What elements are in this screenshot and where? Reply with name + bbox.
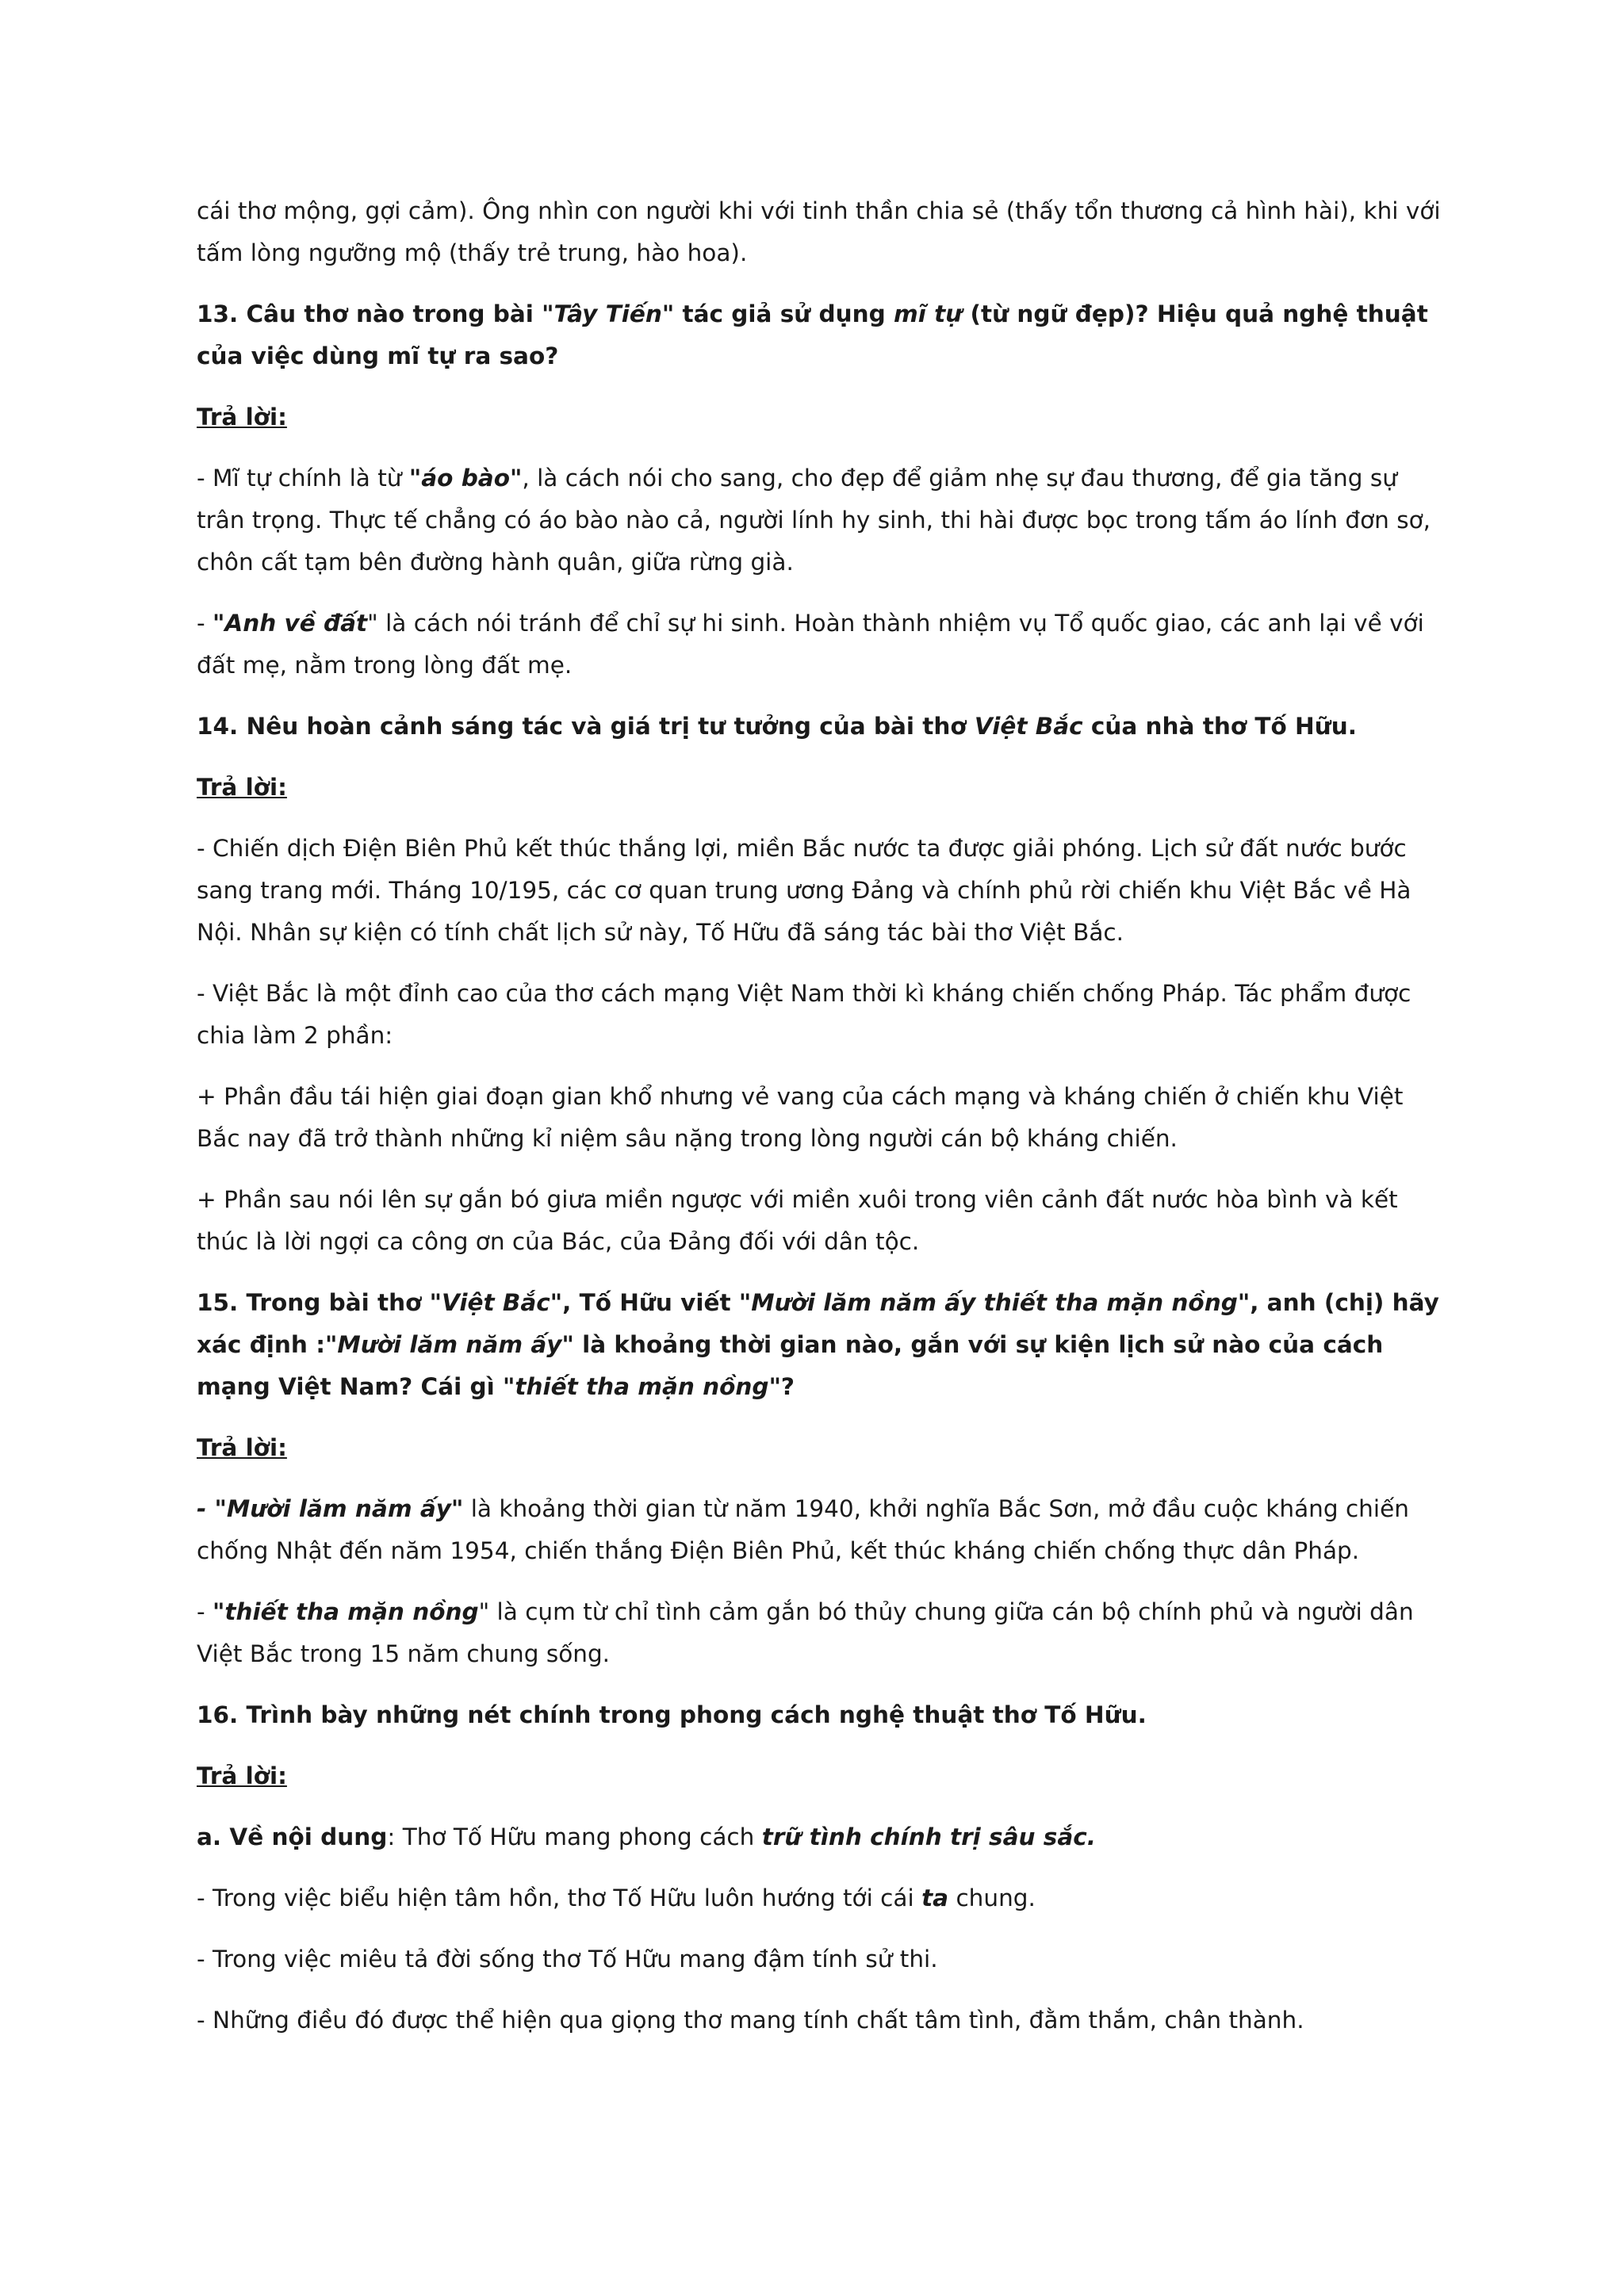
answer-13-p2-text-1: - [197, 610, 213, 637]
answer-label-13 [197, 396, 1450, 438]
answer-16-paragraph-1 [197, 1877, 1450, 1919]
question-15-text-2: ", Tố Hữu viết " [550, 1289, 752, 1316]
answer-16-heading [197, 1816, 1450, 1858]
question-13-text-3: (từ ngữ đẹp)? Hiệu quả nghệ thuật của việc dùng mĩ tự ra sao? [197, 300, 1428, 369]
answer-15-p2-text-1: - [197, 1598, 213, 1625]
answer-16-p1-emphasis: ta [921, 1885, 949, 1911]
question-13-text-2: tác giả sử dụng [674, 300, 894, 327]
question-14-text-1: 14. Nêu hoàn cảnh sáng tác và giá trị tư tưởng của bài thơ [197, 713, 975, 740]
question-15-phrase-1: Mười lăm năm ấy [337, 1331, 562, 1358]
answer-15-p1-text: là khoảng thời gian từ năm 1940, khởi nghĩa Bắc Sơn, mở đầu cuộc kháng chiến chống Nhật đến năm 1954, chiến thắng Điện Biên Phủ, kết thúc kháng chiến chống thực dân Pháp. [197, 1495, 1409, 1564]
answer-15-paragraph-1 [197, 1488, 1450, 1572]
answer-14-paragraph-4: + Phần sau nói lên sự gắn bó giưa miền ngược với miền xuôi trong viên cảnh đất nước hòa bình và kết thúc là lời ngợi ca công ơn của Bác, của Đảng đối với dân tộc. [197, 1186, 1398, 1255]
answer-13-p1-text-1: - Mĩ tự chính là từ [197, 465, 409, 492]
answer-13-paragraph-2 [197, 603, 1450, 687]
answer-16-p1-text-2: chung. [948, 1885, 1036, 1911]
question-15-phrase-2: thiết tha mặn nồng [515, 1373, 769, 1400]
question-13-text-1: 13. Câu thơ nào trong bài [197, 300, 542, 327]
question-16: 16. Trình bày những nét chính trong phong cách nghệ thuật thơ Tố Hữu. [197, 1701, 1147, 1728]
question-15-quote: Mười lăm năm ấy thiết tha mặn nồng" [751, 1289, 1251, 1316]
answer-15-p1-emphasis: - "Mười lăm năm ấy" [197, 1495, 464, 1522]
answer-14-paragraph-3: + Phần đầu tái hiện giai đoạn gian khổ nhưng vẻ vang của cách mạng và kháng chiến ở chiến khu Việt Bắc nay đã trở thành những kỉ niệm sâu nặng trong lòng người cán bộ kháng chiến. [197, 1083, 1404, 1152]
answer-16-paragraph-2: - Trong việc miêu tả đời sống thơ Tố Hữu mang đậm tính sử thi. [197, 1946, 938, 1973]
question-14-poem-title: Việt Bắc [974, 713, 1083, 740]
question-15-text-1: 15. Trong bài thơ " [197, 1289, 442, 1316]
answer-16-p1-text-1: - Trong việc biểu hiện tâm hồn, thơ Tố Hữu luôn hướng tới cái [197, 1885, 922, 1911]
answer-16-heading-label: a. Về nội dung [197, 1823, 388, 1850]
answer-label: Trả lời: [197, 1762, 287, 1789]
answer-13-paragraph-1 [197, 457, 1450, 584]
document-page [197, 190, 1450, 2042]
answer-13-p2-emphasis: "Anh về đất [213, 610, 368, 637]
question-15 [197, 1282, 1450, 1408]
answer-14-paragraph-2: - Việt Bắc là một đỉnh cao của thơ cách mạng Việt Nam thời kì kháng chiến chống Pháp. Tác phẩm được chia làm 2 phần: [197, 980, 1411, 1049]
answer-16-heading-emphasis: trữ tình chính trị sâu sắc. [761, 1823, 1096, 1850]
question-14-text-2: của nhà thơ Tố Hữu. [1082, 713, 1357, 740]
question-15-text-5: "? [768, 1373, 795, 1400]
answer-label: Trả lời: [197, 1434, 287, 1461]
question-15-text-3: , anh (chị) hãy xác định :" [197, 1289, 1439, 1358]
question-14 [197, 706, 1450, 748]
question-15-poem-title: Việt Bắc [442, 1289, 550, 1316]
answer-15-p2-emphasis: "thiết tha mặn nồng [213, 1598, 479, 1625]
answer-13-p1-text-2: , là cách nói cho sang, cho đẹp để giảm nhẹ sự đau thương, để gia tăng sự trân trọng. Thực tế chẳng có áo bào nào cả, người lính hy sinh, thi hài được bọc trong tấm áo lính đơn sơ, chôn cất tạm bên đường hành quân, giữa rừng già. [197, 465, 1431, 576]
answer-label-16 [197, 1755, 1450, 1797]
answer-label-14 [197, 767, 1450, 809]
answer-label: Trả lời: [197, 404, 287, 430]
question-13 [197, 293, 1450, 377]
answer-13-p1-emphasis: "áo bào" [408, 465, 523, 492]
answer-15-p2-text-2: " là cụm từ chỉ tình cảm gắn bó thủy chung giữa cán bộ chính phủ và người dân Việt Bắc trong 15 năm chung sống. [197, 1598, 1414, 1667]
intro-paragraph: cái thơ mộng, gợi cảm). Ông nhìn con người khi với tinh thần chia sẻ (thấy tổn thương cả hình hài), khi với tấm lòng ngưỡng mộ (thấy trẻ trung, hào hoa). [197, 197, 1441, 266]
answer-16-paragraph-3: - Những điều đó được thể hiện qua giọng thơ mang tính chất tâm tình, đằm thắm, chân thành. [197, 2007, 1304, 2034]
question-15-text-4: " là khoảng thời gian nào, gắn với sự kiện lịch sử nào của cách mạng Việt Nam? Cái gì " [197, 1331, 1384, 1400]
answer-label-15 [197, 1427, 1450, 1469]
answer-15-paragraph-2 [197, 1591, 1450, 1675]
answer-16-heading-text: : Thơ Tố Hữu mang phong cách [387, 1823, 762, 1850]
question-13-poem-title: "Tây Tiến" [542, 300, 675, 327]
answer-14-paragraph-1: - Chiến dịch Điện Biên Phủ kết thúc thắng lợi, miền Bắc nước ta được giải phóng. Lịch sử đất nước bước sang trang mới. Tháng 10/195, các cơ quan trung ương Đảng và chính phủ rời chiến khu Việt Bắc về Hà Nội. Nhân sự kiện có tính chất lịch sử này, Tố Hữu đã sáng tác bài thơ Việt Bắc. [197, 835, 1411, 946]
answer-label: Trả lời: [197, 774, 287, 801]
answer-13-p2-text-2: " là cách nói tránh để chỉ sự hi sinh. Hoàn thành nhiệm vụ Tổ quốc giao, các anh lại về với đất mẹ, nằm trong lòng đất mẹ. [197, 610, 1424, 679]
question-13-term: mĩ tự [894, 300, 963, 327]
